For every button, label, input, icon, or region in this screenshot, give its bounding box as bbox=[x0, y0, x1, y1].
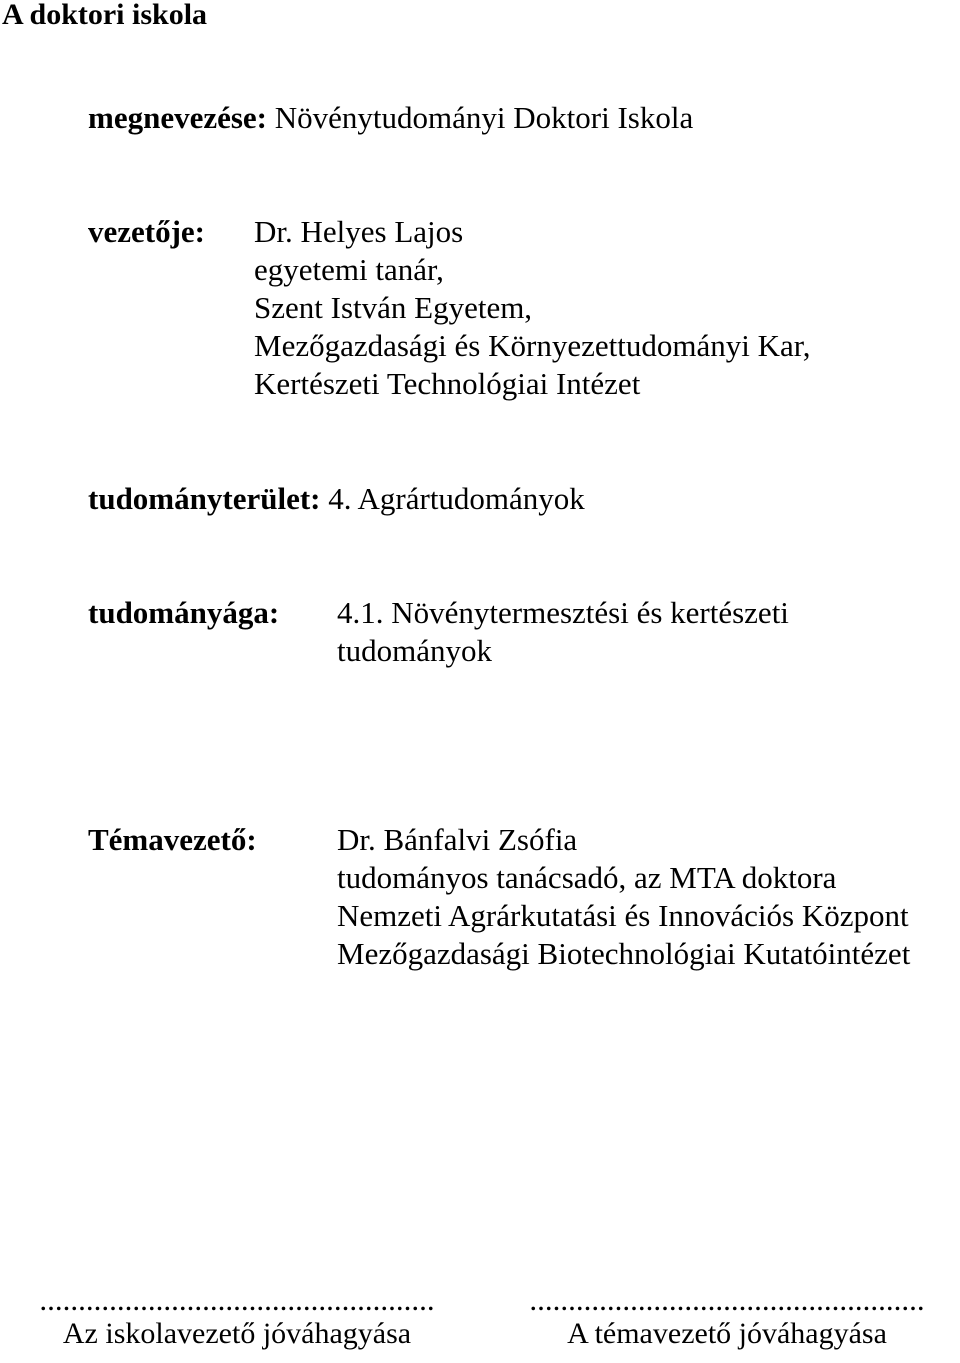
school-head-signature bbox=[6, 1285, 468, 1353]
supervisor-institute: Mezőgazdasági Biotechnológiai Kutatóintézet bbox=[337, 936, 911, 971]
head-label: vezetője: bbox=[88, 214, 206, 249]
head-details bbox=[254, 213, 811, 403]
science-field-label: tudományterület: bbox=[88, 481, 321, 516]
document-title: A doktori iskola bbox=[2, 0, 208, 31]
head-university: Szent István Egyetem, bbox=[254, 290, 533, 325]
school-name-row bbox=[88, 99, 693, 137]
head-position: egyetemi tanár, bbox=[254, 252, 444, 287]
supervisor-label: Témavezető: bbox=[88, 822, 257, 857]
science-branch-line: tudományok bbox=[337, 633, 492, 668]
head-name: Dr. Helyes Lajos bbox=[254, 214, 464, 249]
science-branch-label: tudományága: bbox=[88, 595, 280, 630]
science-branch-line: 4.1. Növénytermesztési és kertészeti bbox=[337, 595, 789, 630]
science-field-row bbox=[88, 480, 585, 518]
head-institute: Kertészeti Technológiai Intézet bbox=[254, 366, 641, 401]
science-field-value: 4. Agrártudományok bbox=[328, 481, 585, 516]
science-branch-value bbox=[337, 594, 789, 670]
head-faculty: Mezőgazdasági és Környezettudományi Kar, bbox=[254, 328, 811, 363]
supervisor-details bbox=[337, 821, 910, 973]
signature-line: ................................................... bbox=[529, 1285, 925, 1315]
supervisor-organization: Nemzeti Agrárkutatási és Innovációs Központ bbox=[337, 898, 909, 933]
school-name-label: megnevezése: bbox=[88, 100, 268, 135]
signature-caption: Az iskolavezető jóváhagyása bbox=[62, 1317, 412, 1350]
supervisor-title: tudományos tanácsadó, az MTA doktora bbox=[337, 860, 837, 895]
signature-caption: A témavezető jóváhagyása bbox=[567, 1317, 887, 1350]
supervisor-name: Dr. Bánfalvi Zsófia bbox=[337, 822, 578, 857]
school-name-value: Növénytudományi Doktori Iskola bbox=[274, 100, 694, 135]
signature-line: ................................................... bbox=[39, 1285, 435, 1315]
supervisor-signature bbox=[496, 1285, 958, 1353]
